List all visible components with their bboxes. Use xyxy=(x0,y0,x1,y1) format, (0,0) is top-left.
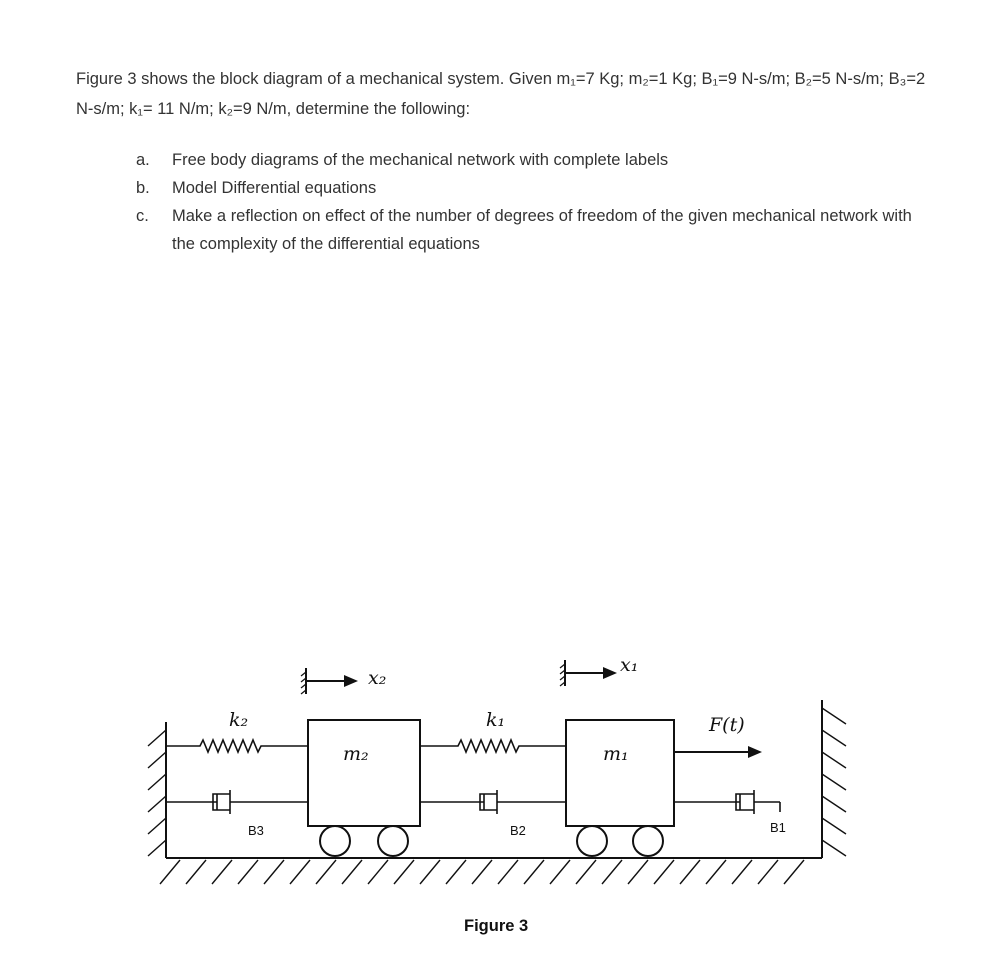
displacement-x2-arrow xyxy=(301,668,344,694)
spring-k2 xyxy=(166,740,308,752)
spring-k1 xyxy=(420,740,566,752)
task-marker: a. xyxy=(136,151,150,169)
label-k2: k₂ xyxy=(229,709,249,731)
right-wall-hatch xyxy=(822,708,846,856)
task-text: Model Differential equations xyxy=(172,179,377,197)
mass-m2-block xyxy=(308,720,420,826)
left-wall-hatch xyxy=(148,730,166,856)
damper-b3 xyxy=(166,790,308,814)
wheel-m1-left xyxy=(577,826,607,856)
task-list xyxy=(136,146,926,258)
figure-caption: Figure 3 xyxy=(464,917,529,935)
wheel-m2-left xyxy=(320,826,350,856)
label-b3: B3 xyxy=(248,823,264,838)
task-text: Make a reflection on effect of the number of degrees of freedom of the given mechanical network with the complexity of the differential equations xyxy=(172,207,912,253)
problem-intro: Figure 3 shows the block diagram of a mechanical system. Given m₁=7 Kg; m₂=1 Kg; B₁=9 N-s/m; B₂=5 N-s/m; B₃=2 N-s/m; k₁= 11 N/m; k₂=9 N/m, determine the following: xyxy=(76,70,926,118)
label-m1: m₁ xyxy=(603,743,629,765)
displacement-x1-arrow xyxy=(560,660,603,686)
x2-arrow-head xyxy=(344,675,358,687)
damper-b2 xyxy=(420,790,566,814)
label-k1: k₁ xyxy=(486,709,506,731)
wheel-m2-right xyxy=(378,826,408,856)
problem-statement xyxy=(76,64,936,124)
wheel-m1-right xyxy=(633,826,663,856)
task-text: Free body diagrams of the mechanical network with complete labels xyxy=(172,151,669,169)
label-b2: B2 xyxy=(510,823,526,838)
x1-arrow-head xyxy=(603,667,617,679)
label-x2: x₂ xyxy=(368,667,387,689)
mechanical-system-diagram xyxy=(0,640,990,910)
label-m2: m₂ xyxy=(343,743,369,765)
ground-hatch xyxy=(160,860,804,884)
label-x1: x₁ xyxy=(620,654,639,676)
task-item-a xyxy=(136,146,926,174)
force-arrow-head xyxy=(748,746,762,758)
task-marker: b. xyxy=(136,179,150,197)
label-b1: B1 xyxy=(770,820,786,835)
task-item-c xyxy=(136,202,926,258)
damper-b1 xyxy=(674,790,780,814)
mass-m1-block xyxy=(566,720,674,826)
task-item-b xyxy=(136,174,926,202)
task-marker: c. xyxy=(136,207,149,225)
label-force: F(t) xyxy=(709,714,745,736)
